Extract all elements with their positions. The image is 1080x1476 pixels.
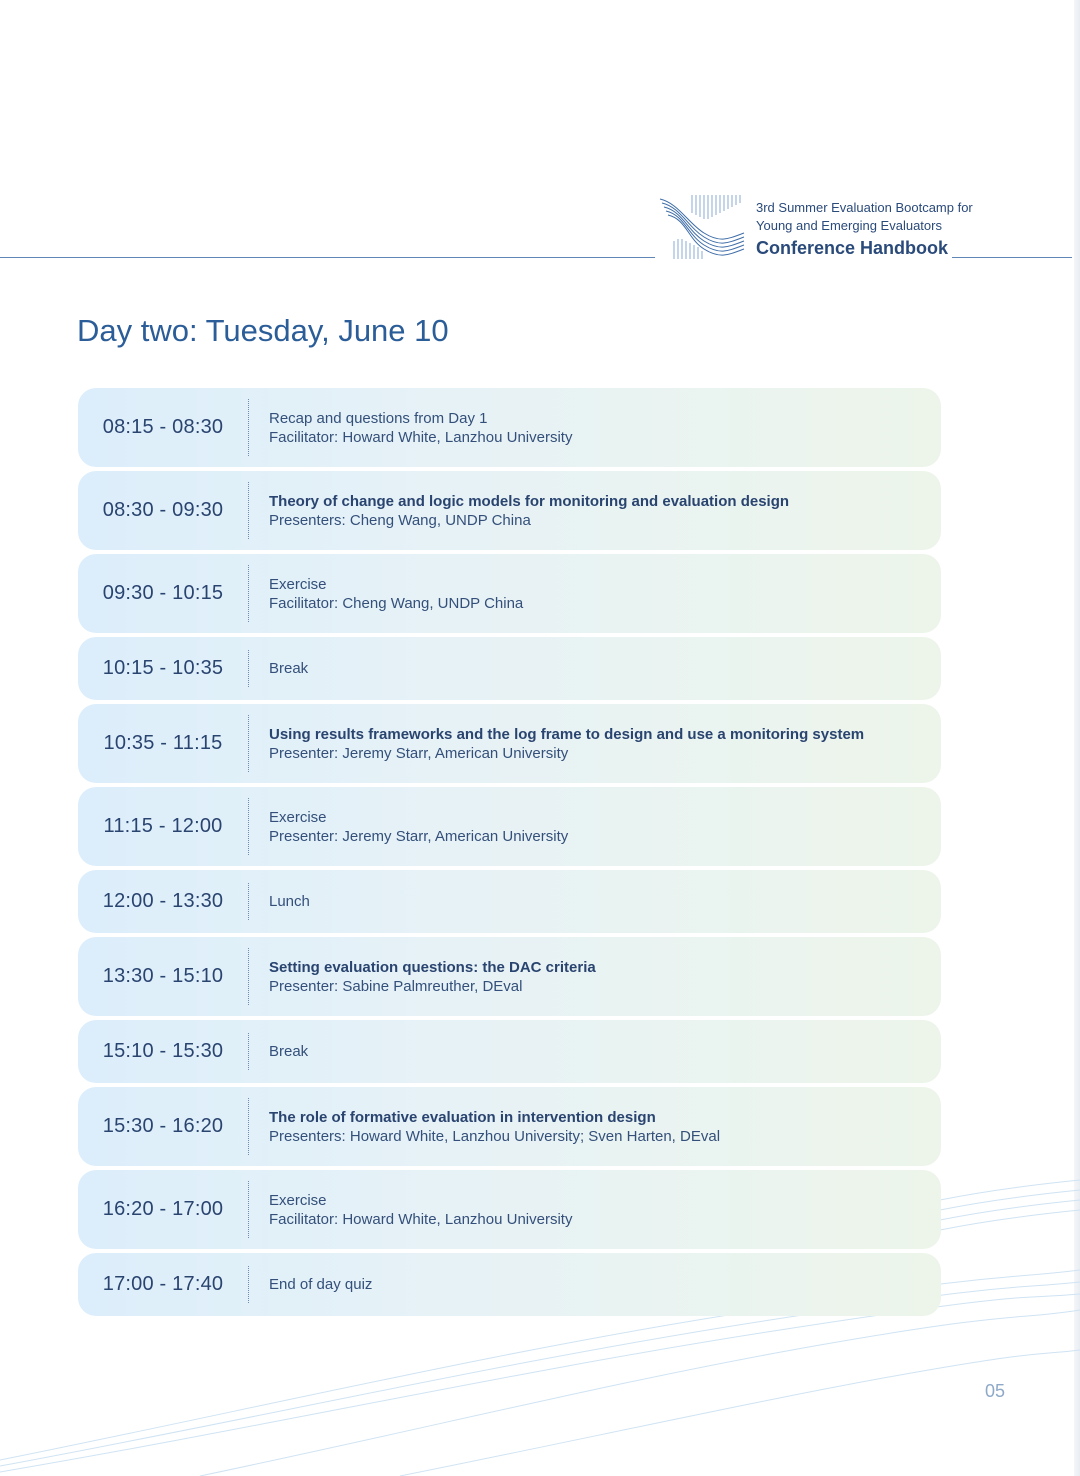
- session-details: [269, 1275, 941, 1294]
- header-event-line2: Young and Emerging Evaluators: [756, 218, 942, 233]
- page-number: 05: [985, 1381, 1006, 1401]
- session-title: End of day quiz: [269, 1276, 373, 1293]
- session-title: Using results frameworks and the log frame to design and use a monitoring system: [269, 725, 865, 743]
- session-details: [269, 1108, 941, 1146]
- schedule-row: [78, 471, 941, 550]
- schedule-row: [78, 1020, 941, 1083]
- schedule-row: [78, 637, 941, 700]
- session-title: Exercise: [269, 575, 327, 593]
- schedule-row: [78, 1087, 941, 1166]
- session-details: [269, 1042, 941, 1061]
- session-time: 10:15 - 10:35: [102, 657, 224, 679]
- row-divider: [248, 883, 249, 920]
- session-person: Presenter: Jeremy Starr, American University: [269, 827, 569, 845]
- session-title: Exercise: [269, 1191, 327, 1209]
- session-time: 12:00 - 13:30: [102, 890, 224, 912]
- header-rule-left: [0, 257, 655, 258]
- schedule-row: [78, 937, 941, 1016]
- session-person: Facilitator: Cheng Wang, UNDP China: [269, 594, 524, 612]
- session-time: 11:15 - 12:00: [103, 815, 223, 837]
- bootcamp-logo: [658, 193, 746, 261]
- session-person: Presenters: Cheng Wang, UNDP China: [269, 511, 531, 529]
- row-divider: [248, 565, 249, 622]
- session-details: [269, 659, 941, 678]
- header-handbook-title: Conference Handbook: [756, 238, 949, 258]
- session-time: 08:15 - 08:30: [102, 416, 224, 438]
- session-details: [269, 1191, 941, 1229]
- session-title: Exercise: [269, 808, 327, 826]
- session-person: Presenters: Howard White, Lanzhou University; Sven Harten, DEval: [269, 1127, 721, 1145]
- header-event-line1: 3rd Summer Evaluation Bootcamp for: [756, 200, 973, 215]
- schedule-row: [78, 388, 941, 467]
- session-details: [269, 808, 941, 846]
- row-divider: [248, 1098, 249, 1155]
- row-divider: [248, 482, 249, 539]
- session-details: [269, 958, 941, 996]
- session-time: 15:10 - 15:30: [102, 1040, 224, 1062]
- schedule-row: [78, 787, 941, 866]
- session-title: Break: [269, 1043, 309, 1060]
- row-divider: [248, 948, 249, 1005]
- session-person: Presenter: Sabine Palmreuther, DEval: [269, 977, 523, 995]
- session-title: Theory of change and logic models for monitoring and evaluation design: [269, 492, 790, 510]
- row-divider: [248, 1033, 249, 1070]
- row-divider: [248, 1181, 249, 1238]
- row-divider: [248, 798, 249, 855]
- schedule-row: [78, 554, 941, 633]
- schedule-row: [78, 704, 941, 783]
- session-time: 10:35 - 11:15: [103, 732, 223, 754]
- session-details: [269, 892, 941, 911]
- session-time: 09:30 - 10:15: [102, 582, 224, 604]
- session-title: The role of formative evaluation in intervention design: [269, 1108, 656, 1126]
- schedule-row: [78, 870, 941, 933]
- session-title: Lunch: [269, 893, 310, 910]
- page-title: Day two: Tuesday, June 10: [77, 313, 449, 348]
- session-details: [269, 725, 941, 763]
- session-time: 13:30 - 15:10: [102, 965, 224, 987]
- session-title: Setting evaluation questions: the DAC criteria: [269, 958, 596, 976]
- row-divider: [248, 399, 249, 456]
- session-time: 17:00 - 17:40: [102, 1273, 224, 1295]
- session-person: Presenter: Jeremy Starr, American University: [269, 744, 569, 762]
- session-time: 15:30 - 16:20: [102, 1115, 224, 1137]
- row-divider: [248, 1266, 249, 1303]
- schedule-row: [78, 1253, 941, 1316]
- handbook-header: [756, 199, 973, 261]
- session-details: [269, 409, 941, 447]
- session-details: [269, 575, 941, 613]
- session-person: Facilitator: Howard White, Lanzhou University: [269, 428, 573, 446]
- session-details: [269, 492, 941, 530]
- session-time: 16:20 - 17:00: [102, 1198, 224, 1220]
- schedule-row: [78, 1170, 941, 1249]
- session-time: 08:30 - 09:30: [102, 499, 224, 521]
- session-title: Break: [269, 660, 309, 677]
- row-divider: [248, 715, 249, 772]
- row-divider: [248, 650, 249, 687]
- session-person: Facilitator: Howard White, Lanzhou University: [269, 1210, 573, 1228]
- session-title: Recap and questions from Day 1: [269, 409, 488, 427]
